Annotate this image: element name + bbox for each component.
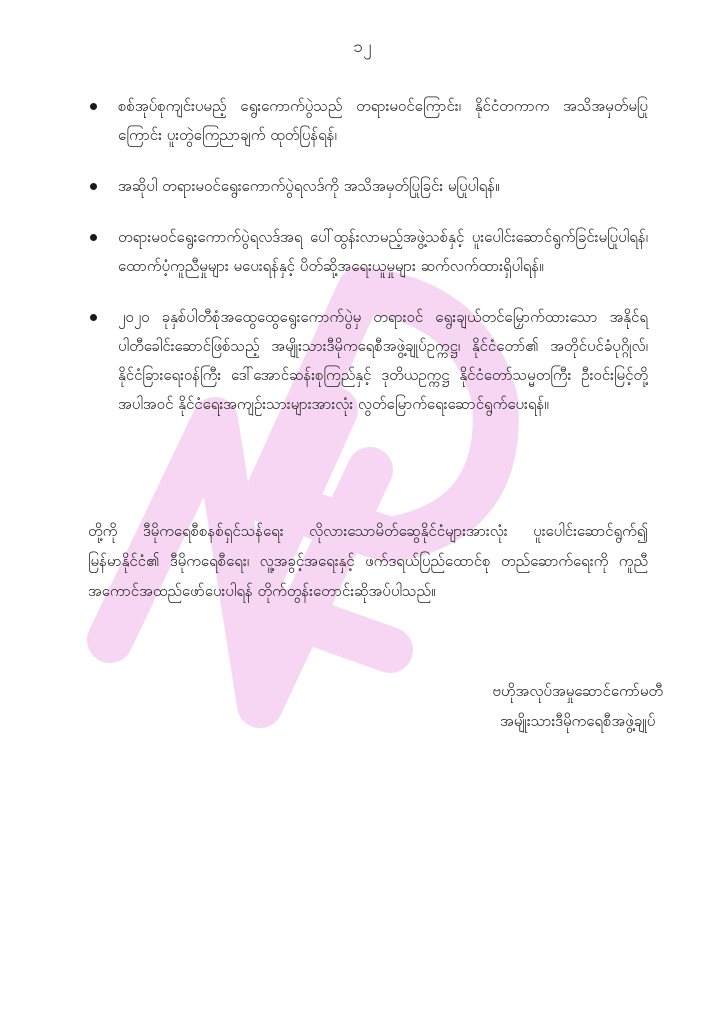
bullet-text: တရားမဝင်ရွေးကောက်ပွဲရလဒ်အရ ပေါ်ထွန်းလာမည့်အဖွဲ့သစ်နှင့် ပူးပေါင်းဆောင်ရွက်ခြင်းမပြုပါရန်၊ ထောက်ပံ့ကူညီမှုများ မပေးရန်နှင့် ပိတ်ဆို့အရေးယူမှုများ ဆက်လက်ထားရှိပါရန်။ — [118, 228, 648, 275]
bullet-list — [88, 92, 648, 441]
signature-committee: ဗဟိုအလုပ်အမှုဆောင်ကော်မတီ — [492, 682, 663, 700]
bullet-icon — [90, 314, 97, 321]
bullet-item — [88, 303, 648, 419]
page-number: ၁၂ — [353, 37, 372, 57]
bullet-icon — [90, 103, 97, 110]
bullet-text: စစ်အုပ်စုကျင်းပမည့် ရွေးကောက်ပွဲသည် တရားမဝင်ကြောင်း၊ နိုင်ငံတကာက အသိအမှတ်မပြုကြောင်း ပူးတွဲကြေညာချက် ထုတ်ပြန်ရန်၊ — [118, 97, 648, 144]
bullet-item — [88, 172, 648, 201]
bullet-icon — [90, 183, 97, 190]
signature-block — [492, 676, 663, 736]
bullet-item — [88, 223, 648, 281]
bullet-text: ၂၀၂၀ ခုနှစ်ပါတီစုံအထွေထွေရွေးကောက်ပွဲမှ တရားဝင် ရွေးချယ်တင်မြှောက်ထားသော အနိုင်ရ ပါတီခေါင်းဆောင်ဖြစ်သည့် အမျိုးသားဒီမိုကရေစီအဖွဲ့ချုပ်ဥက္ကဋ္ဌ၊ နိုင်ငံတော်၏ အတိုင်ပင်ခံပုဂ္ဂိုလ်၊ နိုင်ငံခြားရေးဝန်ကြီး ဒေါ်အောင်ဆန်းစုကြည်နှင့် ဒုတိယဥက္ကဋ္ဌ နိုင်ငံတော်သမ္မတကြီး ဦးဝင်းမြင့်တို့အပါအဝင် နိုင်ငံရေးအကျဉ်းသားများအားလုံး လွတ်မြောက်ရေးဆောင်ရွက်ပေးရန်။ — [118, 308, 648, 413]
bullet-item — [88, 92, 648, 150]
bullet-text: အဆိုပါ တရားမဝင်ရွေးကောက်ပွဲရလဒ်ကို အသိအမှတ်ပြုခြင်း မပြုပါရန်။ — [118, 177, 500, 195]
bullet-icon — [90, 234, 97, 241]
signature-organization: အမျိုးသားဒီမိုကရေစီအဖွဲ့ချုပ် — [500, 712, 656, 730]
closing-paragraph: တို့ကို ဒီမိုကရေစီစနစ်ရှင်သန်ရေး လိုလားသောမိတ်ဆွေနိုင်ငံများအားလုံး ပူးပေါင်းဆောင်ရွက်၍ မြန်မာနိုင်ငံ၏ ဒီမိုကရေစီရေး၊ လူ့အခွင့်အရေးနှင့် ဖက်ဒရယ်ပြည်ထောင်စု တည်ဆောက်ရေးကို ကူညီအကောင်အထည်ဖော်ပေးပါရန် တိုက်တွန်းတောင်းဆိုအပ်ပါသည်။ — [88, 522, 648, 600]
